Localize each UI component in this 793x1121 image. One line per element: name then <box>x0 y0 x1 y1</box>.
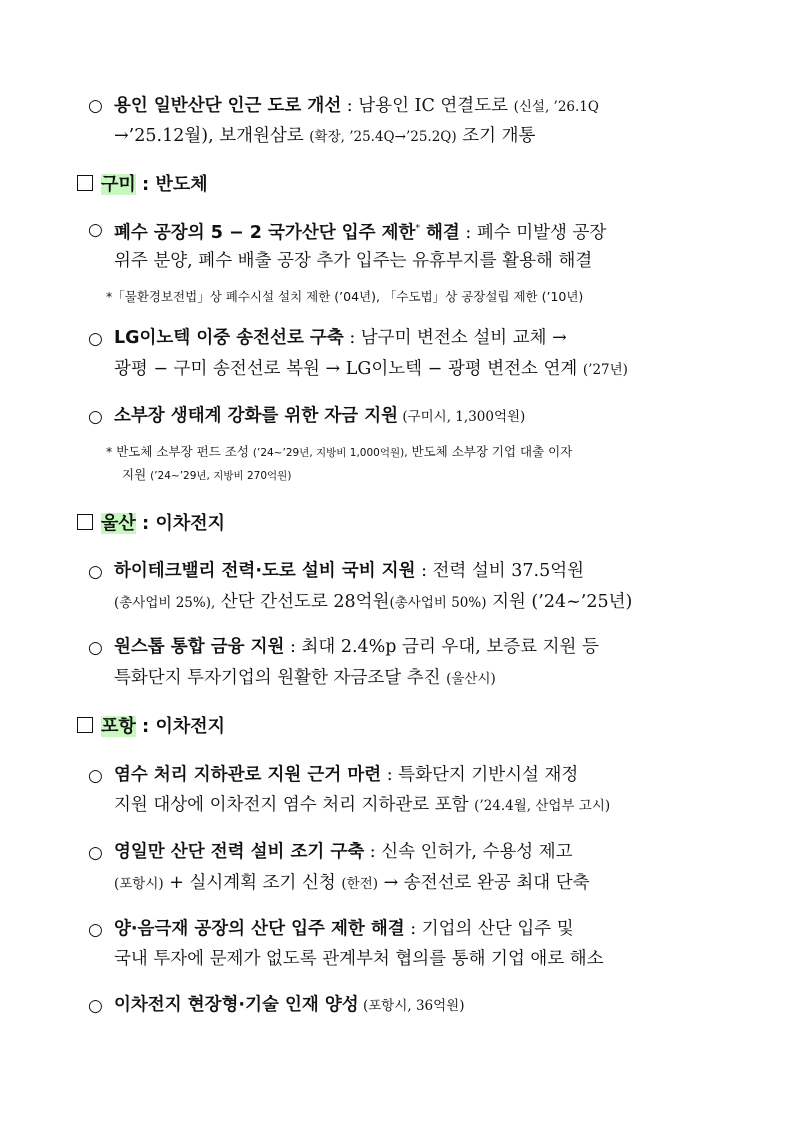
region-label: 포항 <box>101 716 136 737</box>
section-heading-ulsan: 울산 : 이차전지 <box>77 513 225 535</box>
bullet-icon: ○ <box>88 329 103 349</box>
footnote: *「물환경보전법」상 폐수시설 설치 제한 (’04년), 「수도법」상 공장설립 제한 (’10년) <box>106 289 584 304</box>
bullet-icon: ○ <box>88 407 103 427</box>
item-title: 영일만 산단 전력 설비 조기 구축 <box>114 842 365 862</box>
item-title: 용인 일반산단 인근 도로 개선 <box>114 96 342 116</box>
region-label: 울산 <box>101 513 136 534</box>
bullet-icon: ○ <box>88 96 103 116</box>
item-title: 소부장 생태계 강화를 위한 자금 지원 <box>114 406 399 426</box>
item-line-1: 염수 처리 지하관로 지원 근거 마련 : 특화단지 기반시설 재정 <box>114 765 579 785</box>
item-line-1: 양·음극재 공장의 산단 입주 제한 해결 : 기업의 산단 입주 및 <box>114 919 574 939</box>
item-title: LG이노텍 이중 송전선로 구축 <box>114 328 344 348</box>
item-line-1: 하이테크밸리 전력·도로 설비 국비 지원 : 전력 설비 37.5억원 <box>114 561 585 581</box>
item-line-1: 이차전지 현장형·기술 인재 양성 (포항시, 36억원) <box>114 995 465 1015</box>
item-line-1: 용인 일반산단 인근 도로 개선 : 남용인 IC 연결도로 (신설, ’26.1Q <box>114 96 599 116</box>
section-topic: 이차전지 <box>155 513 226 534</box>
item-line-2: 국내 투자에 문제가 없도록 관계부처 협의를 통해 기업 애로 해소 <box>114 949 604 969</box>
item-line-1: LG이노텍 이중 송전선로 구축 : 남구미 변전소 설비 교체 → <box>114 328 567 348</box>
bullet-icon: ○ <box>88 220 103 240</box>
bullet-icon: ○ <box>88 562 103 582</box>
section-heading-pohang: 포항 : 이차전지 <box>77 716 225 738</box>
item-title: 원스톱 통합 금융 지원 <box>114 637 285 657</box>
item-line-1: 영일만 산단 전력 설비 조기 구축 : 신속 인허가, 수용성 제고 <box>114 842 573 862</box>
bullet-icon: ○ <box>88 996 103 1016</box>
checkbox-square-icon <box>77 514 93 530</box>
item-line-1: 폐수 공장의 5 − 2 국가산단 입주 제한* 해결 : 폐수 미발생 공장 <box>114 222 607 243</box>
item-line-1: 소부장 생태계 강화를 위한 자금 지원 (구미시, 1,300억원) <box>114 406 526 426</box>
item-title: 염수 처리 지하관로 지원 근거 마련 <box>114 765 382 785</box>
section-topic: 이차전지 <box>155 716 226 737</box>
bullet-icon: ○ <box>88 843 103 863</box>
item-line-2: (총사업비 25%), 산단 간선도로 28억원(총사업비 50%) 지원 (’24~’25년) <box>114 592 633 612</box>
item-line-2: 위주 분양, 폐수 배출 공장 추가 입주는 유휴부지를 활용해 해결 <box>114 251 593 271</box>
checkbox-square-icon <box>77 175 93 191</box>
item-line-2: (포항시) + 실시계획 조기 신청 (한전) → 송전선로 완공 최대 단축 <box>114 873 590 893</box>
footnote-continued: 지원 (’24~’29년, 지방비 270억원) <box>122 467 292 482</box>
item-line-1: 원스톱 통합 금융 지원 : 최대 2.4%p 금리 우대, 보증료 지원 등 <box>114 637 599 657</box>
checkbox-square-icon <box>77 717 93 733</box>
bullet-icon: ○ <box>88 766 103 786</box>
item-line-2: 지원 대상에 이차전지 염수 처리 지하관로 포함 (’24.4월, 산업부 고시) <box>114 795 611 815</box>
footnote: * 반도체 소부장 펀드 조성 (’24~’29년, 지방비 1,000억원), 반도체 소부장 기업 대출 이자 <box>106 444 573 459</box>
section-topic: 반도체 <box>155 174 208 195</box>
item-line-2: →’25.12월), 보개원삼로 (확장, ’25.4Q→’25.2Q) 조기 개통 <box>114 126 536 146</box>
item-title: 이차전지 현장형·기술 인재 양성 <box>114 995 359 1015</box>
region-label: 구미 <box>101 174 136 195</box>
item-line-2: 광평 − 구미 송전선로 복원 → LG이노텍 − 광평 변전소 연계 (’27년) <box>114 359 628 379</box>
item-title: 폐수 공장의 5 − 2 국가산단 입주 제한 <box>114 222 416 243</box>
bullet-icon: ○ <box>88 920 103 940</box>
bullet-icon: ○ <box>88 638 103 658</box>
item-line-2: 특화단지 투자기업의 원활한 자금조달 추진 (울산시) <box>114 668 496 688</box>
item-title: 양·음극재 공장의 산단 입주 제한 해결 <box>114 919 405 939</box>
section-heading-gumi: 구미 : 반도체 <box>77 174 208 196</box>
arrow-icon: → <box>114 126 129 146</box>
item-title: 하이테크밸리 전력·도로 설비 국비 지원 <box>114 561 416 581</box>
